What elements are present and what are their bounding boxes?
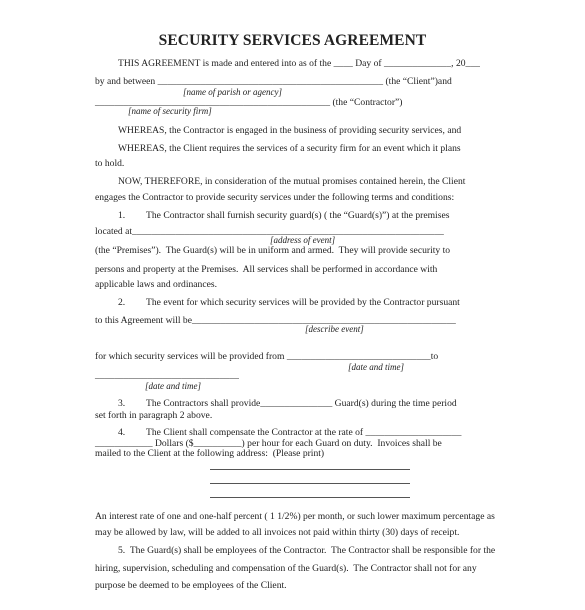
client-caption: [name of parish or agency] — [183, 87, 282, 97]
therefore-line: NOW, THEREFORE, in consideration of the mutual promises contained herein, the Client — [118, 176, 466, 187]
clause-3-number: 3. — [118, 398, 126, 409]
from-line: for which security services will be provided from ______________________________to — [95, 351, 439, 362]
from-caption: [date and time] — [348, 362, 404, 372]
whereas-2-cont: to hold. — [95, 158, 125, 169]
clause-5-text: 5. The Guard(s) shall be employees of the Contractor. The Contractor shall be responsible for the — [118, 545, 496, 556]
intro-line: THIS AGREEMENT is made and entered into as of the ____ Day of ______________, 20___ — [118, 58, 480, 69]
address-line-2 — [210, 483, 410, 484]
location-caption: [address of event] — [270, 235, 336, 245]
contractor-line: _________________________________________________ (the “Contractor”) — [95, 97, 403, 108]
location-line: located at_________________________________________________________________ — [95, 226, 444, 237]
premises-cont-2: applicable laws and ordinances. — [95, 279, 218, 290]
document-title: SECURITY SERVICES AGREEMENT — [158, 32, 427, 49]
to-caption: [date and time] — [145, 381, 201, 391]
premises-cont-1: persons and property at the Premises. All services shall be performed in accordance with — [95, 264, 438, 275]
whereas-2: WHEREAS, the Client requires the services of a security firm for an event which it plans — [118, 143, 461, 154]
interest-line: An interest rate of one and one-half percent ( 1 1/2%) per month, or such lower maximum percentage as — [95, 511, 495, 522]
to-line: ______________________________ — [95, 370, 239, 381]
clause-5-cont-1: hiring, supervision, scheduling and compensation of the Guard(s). The Contractor shall not for any — [95, 563, 477, 574]
rate-line: ____________ Dollars ($__________) per hour for each Guard on duty. Invoices shall be — [95, 438, 442, 449]
clause-4-number: 4. — [118, 427, 126, 438]
clause-4-text: The Client shall compensate the Contractor at the rate of ____________________ — [146, 427, 462, 438]
clause-3-text: The Contractors shall provide_______________ Guard(s) during the time period — [146, 398, 457, 409]
whereas-1: WHEREAS, the Contractor is engaged in the business of providing security services, and — [118, 125, 462, 136]
address-line-1 — [210, 469, 410, 470]
clause-5-cont-2: purpose be deemed to be employees of the Client. — [95, 580, 287, 591]
clause-1-text: The Contractor shall furnish security guard(s) ( the “Guard(s)”) at the premises — [146, 210, 450, 221]
client-line: by and between _______________________________________________ (the “Client”)and — [95, 76, 452, 87]
interest-cont: may be allowed by law, will be added to all invoices not paid within thirty (30) days of receipt. — [95, 527, 460, 538]
premises-line: (the “Premises”). The Guard(s) will be in uniform and armed. They will provide security to — [95, 245, 451, 256]
contractor-caption: [name of security firm] — [128, 106, 212, 116]
mailing-line: mailed to the Client at the following address: (Please print) — [95, 448, 325, 459]
clause-2-text: The event for which security services will be provided by the Contractor pursuant — [146, 297, 460, 308]
clause-2-number: 2. — [118, 297, 126, 308]
clause-3-cont: set forth in paragraph 2 above. — [95, 410, 213, 421]
clause-1-number: 1. — [118, 210, 126, 221]
address-line-3 — [210, 497, 410, 498]
event-line: to this Agreement will be_______________________________________________________ — [95, 315, 456, 326]
event-caption: [describe event] — [305, 324, 364, 334]
therefore-cont: engages the Contractor to provide security services under the following terms and conditions: — [95, 192, 455, 203]
